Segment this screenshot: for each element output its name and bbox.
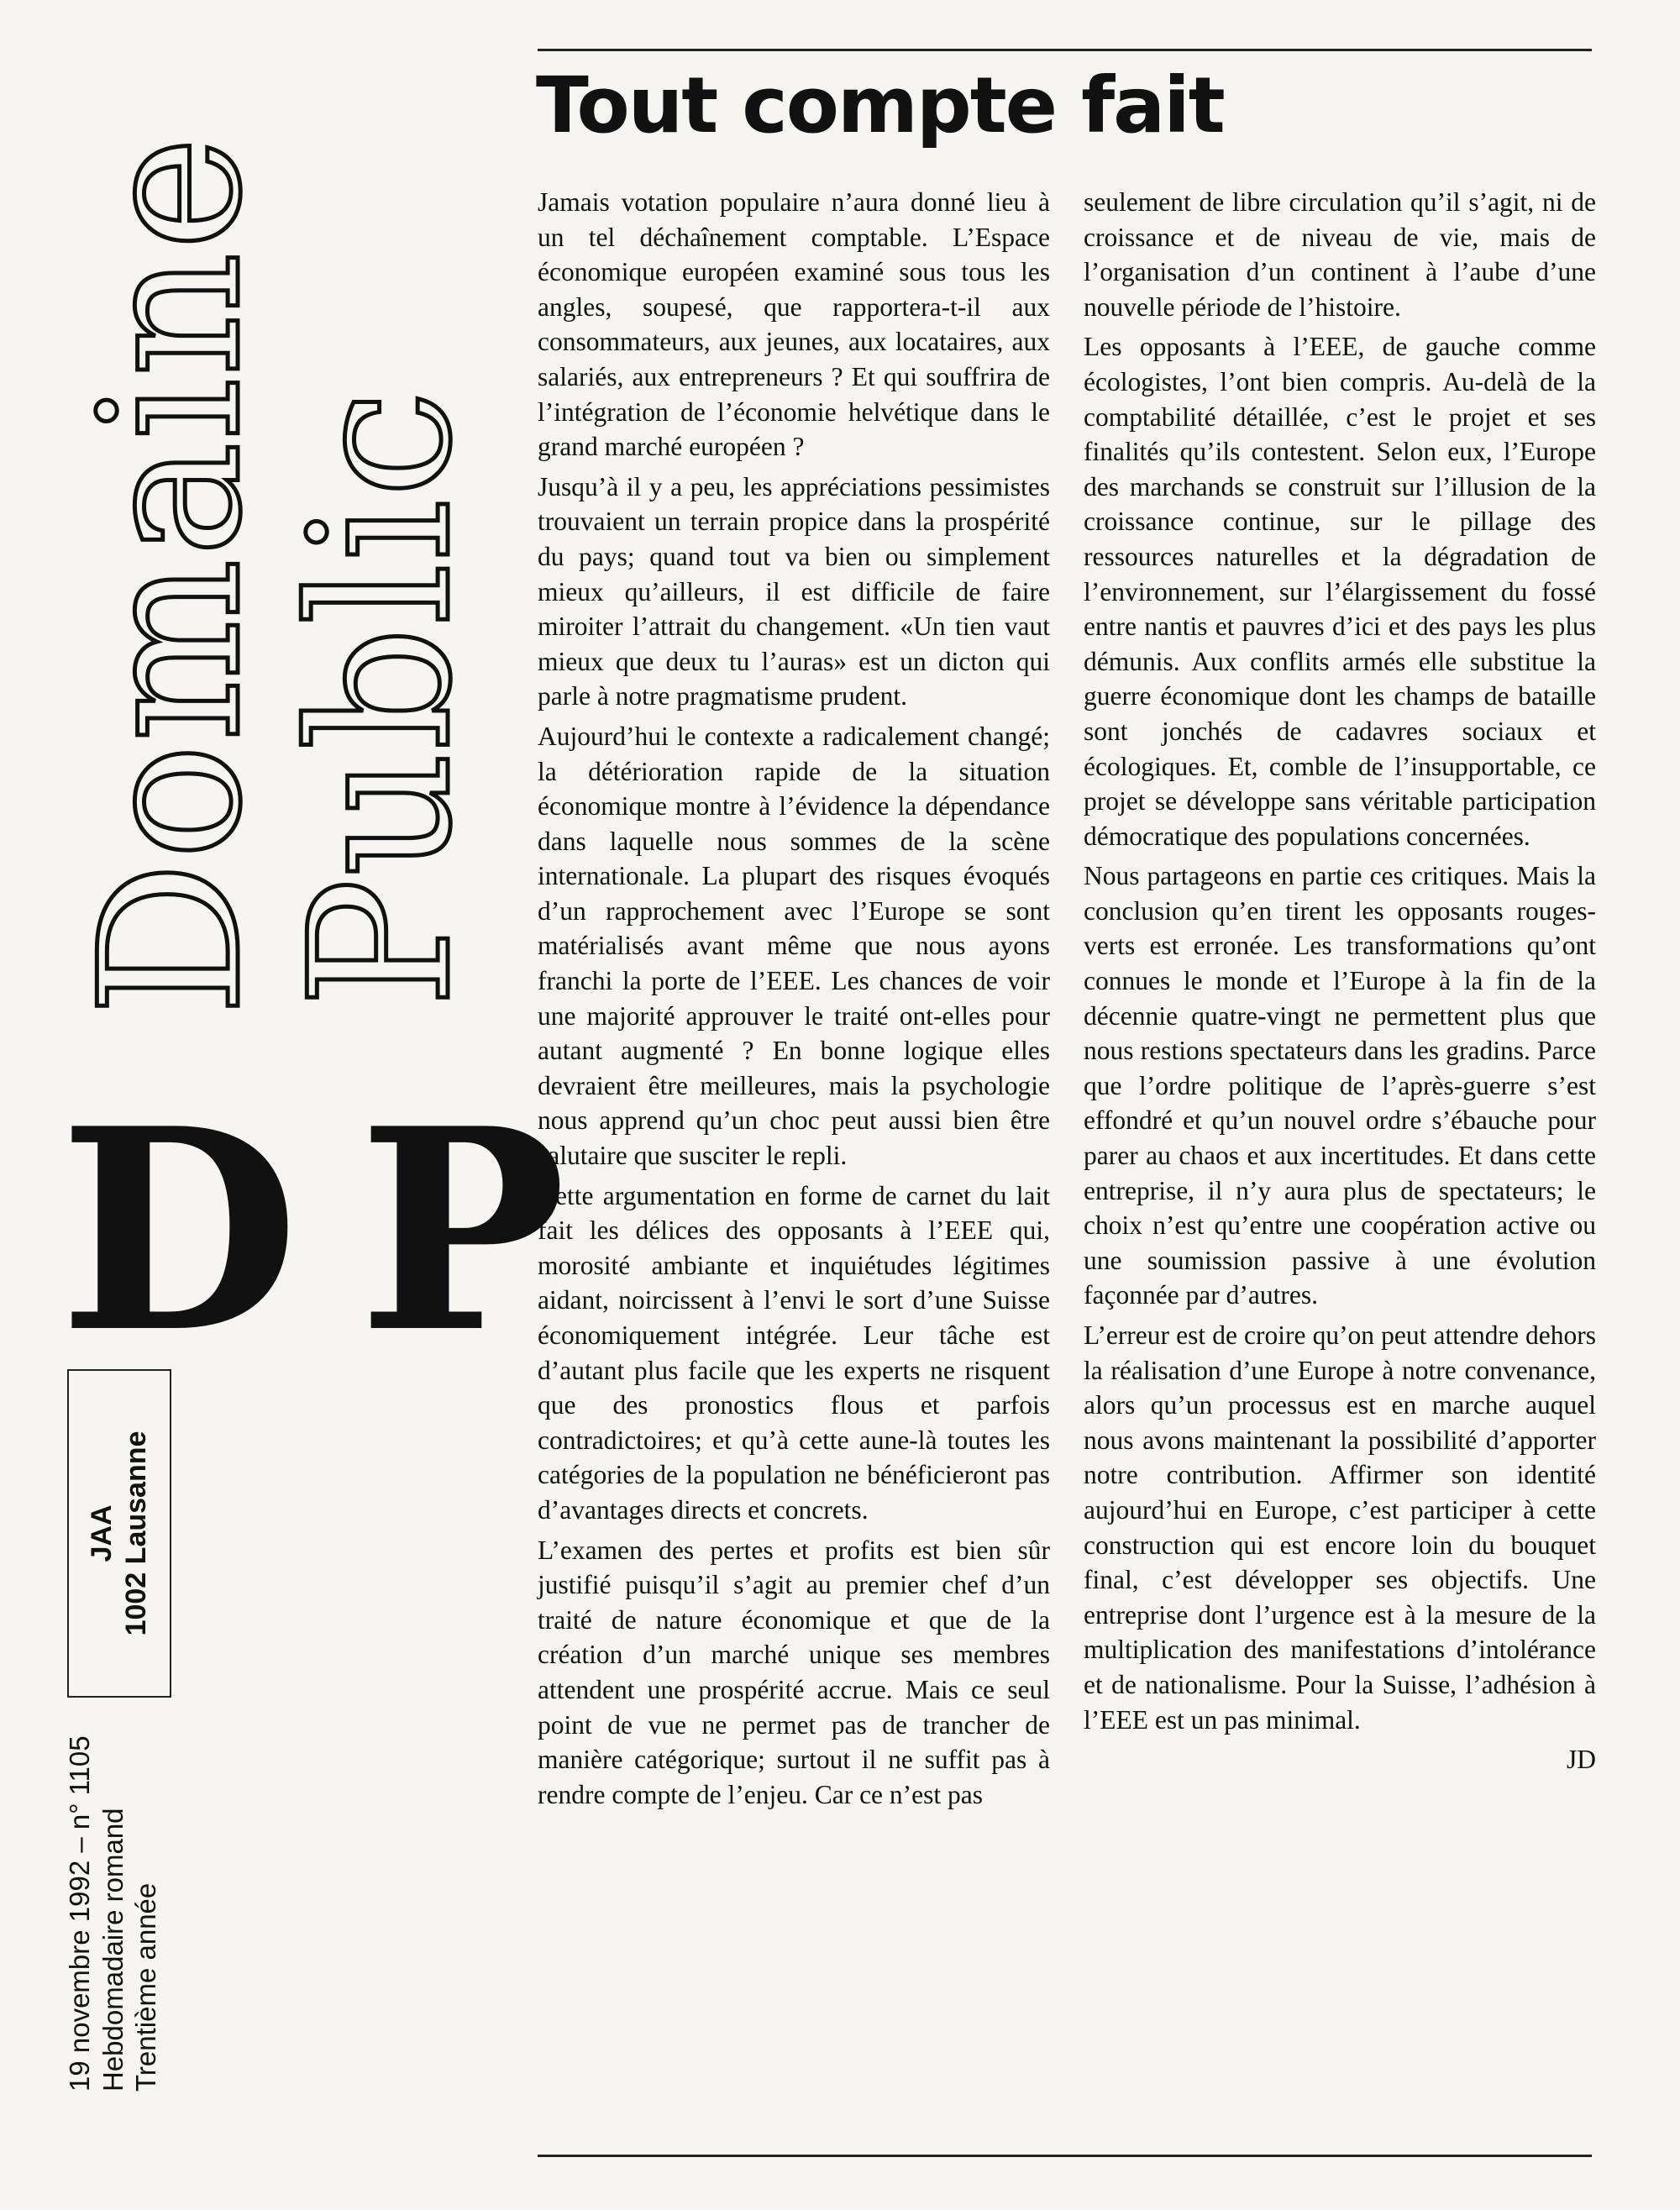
issue-frequency: Hebdomadaire romand [97,1808,129,2092]
postal-jaa: JAA [86,1504,118,1562]
postal-box [67,1369,171,1698]
paragraph: Jamais votation populaire n’aura donné lieu à un tel déchaînement comptable. L’Espace économique européen examiné sous tous les angles, soupesé, que rapportera-t-il aux consommateurs, aux jeunes, aux locataires, aux salariés, aux entrepreneurs ? Et qui souffrira de l’intégration de l’économie helvétique dans le grand marché européen ? [538,187,1050,462]
issue-info [63,1735,163,2092]
masthead-public: Public [270,387,494,1008]
article-column-2 [1084,185,1596,1777]
author-signature: JD [1566,1745,1596,1775]
masthead-domaine: Domaine [60,134,284,1016]
paragraph: Les opposants à l’EEE, de gauche comme écologistes, l’ont bien compris. Au-delà de la comptabilité détaillée, c’est le projet et ses finalités qu’ils contestent. Selon eux, l’Europe des marchands se construit sur l’illusion de la croissance continue, sur le pillage des ressources naturelles et la dégradation de l’environnement, sur l’élargissement du fossé entre nantis et pauvres d’ici et des pays les plus démunis. Aux conflits armés elle substitue la guerre économique dont les champs de bataille sont jonchés de cadavres sociaux et écologiques. Et, comble de l’insupportable, ce projet se développe sans véritable participation démocratique des populations concernées. [1084,332,1596,851]
issue-year: Trentième année [130,1882,162,2092]
paragraph: Aujourd’hui le contexte a radicalement changé; la détérioration rapide de la situation économique montre à l’évidence la dépendance dans laquelle nous sommes de la scène internationale. La plupart des risques évoqués d’un rapprochement avec l’Europe se sont matérialisés avant même que nous ayons franchi la porte de l’EEE. Les chances de voir une majorité approuver le traité ont-elles pour autant augmenté ? En bonne logique elles devraient être meilleures, mais la psychologie nous apprend qu’un choc peut aussi bien être salutaire que susciter le repli. [538,721,1050,1171]
issue-date: 19 novembre 1992 – n° 1105 [64,1735,95,2092]
paragraph: L’examen des pertes et profits est bien sûr justifié puisqu’il s’agit au premier chef d’un traité de nature économique et que de la création d’un marché unique ses membres attendent une prospérité accrue. Mais ce seul point de vue ne permet pas de trancher de manière catégorique; surtout il ne suffit pas à rendre compte de l’enjeu. Car ce n’est pas [538,1535,1050,1809]
masthead-initials: DP [59,1068,626,1394]
bottom-rule [538,2155,1592,2157]
paragraph: Jusqu’à il y a peu, les appréciations pessimistes trouvaient un terrain propice dans la prospérité du pays; quand tout va bien ou simplement mieux qu’ailleurs, il est difficile de faire miroiter l’attrait du changement. «Un tien vaut mieux que deux tu l’auras» est un dicton qui parle à notre pragmatisme prudent. [538,471,1050,711]
paragraph: Cette argumentation en forme de carnet du lait fait les délices des opposants à l’EEE qui, morosité ambiante et inquiétudes légitimes aidant, noircissent à l’envi le sort d’une Suisse économiquement intégrée. Leur tâche est d’autant plus facile que les experts ne risquent que des pronostics flous et parfois contradictoires; et qu’à cette aune-là toutes les catégories de la population ne bénéficieront pas d’avantages directs et concrets. [538,1180,1050,1525]
article-title: Tout compte fait [536,60,1224,150]
postal-text [69,1371,170,1696]
postal-city: 1002 Lausanne [120,1430,152,1636]
paragraph: Nous partageons en partie ces critiques. Mais la conclusion qu’en tirent les opposants rouges-verts est erronée. Les transformations qu’ont connues le monde et l’Europe à la fin de la décennie quatre-vingt ne permettent plus que nous restions spectateurs dans les gradins. Parce que l’ordre politique de l’après-guerre s’est effondré et qu’un nouvel ordre s’ébauche pour parer au chaos et aux incertitudes. Et dans cette entreprise, il n’y aura plus de spectateurs; le choix n’est qu’entre une coopération active ou une soumission passive à une évolution façonnée par d’autres. [1084,861,1596,1310]
article-column-1 [538,185,1050,1817]
paragraph: seulement de libre circulation qu’il s’agit, ni de croissance et de niveau de vie, mais de l’organisation d’un continent à l’aube d’une nouvelle période de l’histoire. [1084,187,1596,322]
paragraph: L’erreur est de croire qu’on peut attendre dehors la réalisation d’une Europe à notre convenance, alors qu’un processus est en marche auquel nous avons maintenant la possibilité d’apporter notre contribution. Affirmer son identité aujourd’hui en Europe, c’est participer à cette construction qui est encore loin du bouquet final, c’est développer ses objectifs. Une entreprise dont l’urgence est à la mesure de la multiplication des manifestations d’intolérance et de nationalisme. Pour la Suisse, l’adhésion à l’EEE est un pas minimal. [1084,1320,1596,1735]
top-rule [538,49,1592,51]
